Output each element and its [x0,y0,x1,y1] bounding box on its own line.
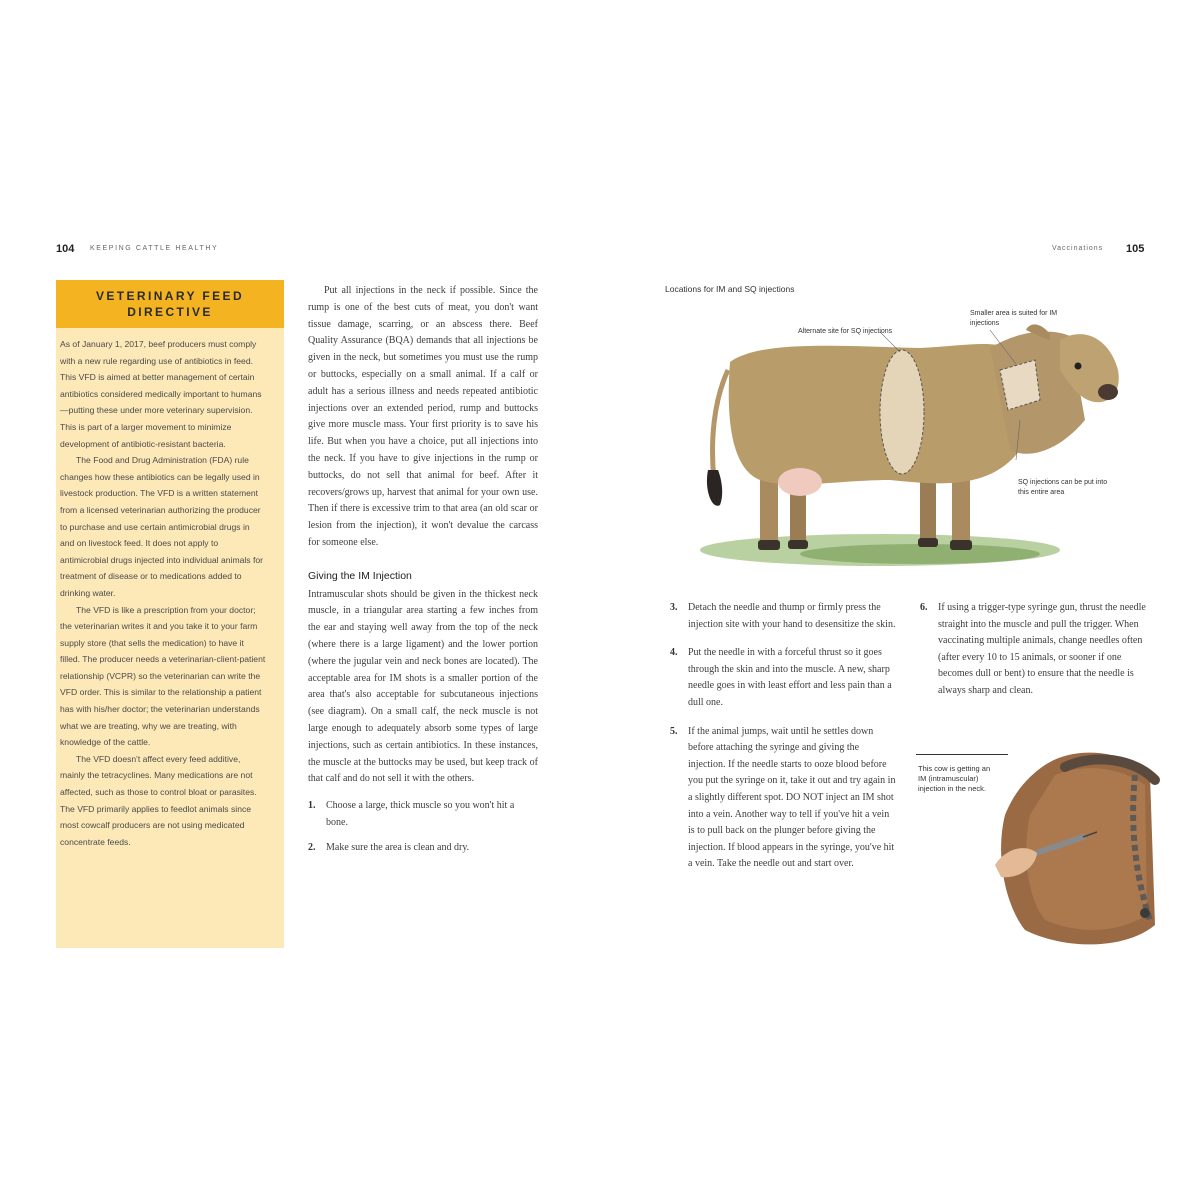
step-item [670,724,898,873]
label-im-area: Smaller area is suited for IM injections [970,310,1058,327]
cow-leg-front [952,472,970,548]
sidebar-paragraph: The Food and Drug Administration (FDA) rule changes how these antibiotics can be legally used in livestock production. The VFD is a written statement from a licensed veterinarian authorizing the producer to purchase and use certain antimicrobial drugs in and on livestock feed. It does not apply to antimicrobial drugs injected into individual animals for treatment of disease or to medications added to drinking water. [60,455,264,598]
step-item [308,840,538,857]
cow-leg-front2 [920,475,936,545]
cow-udder [778,468,822,496]
right-step-list-right [920,600,1150,712]
step-text: If using a trigger-type syringe gun, thrust the needle straight into the muscle and pull the trigger. When vaccinating multiple animals, change needles often (after every 10 to 15 animals, or sooner if one becomes dull or bent) to ensure that the needle is always sharp and clean. [938,602,1146,696]
sidebar-title: VETERINARY FEED DIRECTIVE [95,289,245,319]
right-page-number: 105 [1126,243,1145,255]
cow-muzzle [1098,384,1118,400]
step-item [670,600,898,633]
neck-caption: This cow is getting an IM (intramuscular) injection in the neck. [918,764,991,793]
right-step-list-left [670,600,898,885]
left-running-head: KEEPING CATTLE HEALTHY [90,245,219,252]
left-page-number: 104 [56,243,75,255]
body-paragraph: Put all injections in the neck if possible. Since the rump is one of the best cuts of meat, you don't want tissue damage, scarring, or an abscess there. Beef Quality Assurance (BQA) demands that all injections be given in the neck, but sometimes you must use the rump or buttocks, especially on a small animal. If a calf or adult has a serious illness and needs repeated antibiotic injections over an extended period, rump and buttocks give more muscle mass. Your first priority is to save his life. But when you have a choice, put all injections into the neck. If you have to give injections in the rump or buttocks, do not sell that animal for beef. After it recovers/grows up, harvest that animal for your own use. Then if there is excessive trim to that area (an old scar or lesion from the injection), it won't devalue the carcass for someone else. [308,285,538,548]
neck-injection-illustration [985,745,1160,955]
hoof [950,540,972,550]
sq-alternate-site [880,350,924,474]
step-item [920,600,1150,700]
step-number: 2. [308,841,316,853]
step-list [308,798,538,856]
hoof [788,540,808,549]
step-item [308,798,538,832]
label-alt-site: Alternate site for SQ injections [798,328,893,335]
sidebar-header [56,280,284,328]
step-item [670,645,898,711]
cow-tail [713,370,728,480]
subheading: Giving the IM Injection [308,569,412,582]
grass-shadow [800,544,1040,564]
label-sq-area: SQ injections can be put into this entire area [1018,479,1108,496]
sidebar-paragraph: As of January 1, 2017, beef producers must comply with a new rule regarding use of antibiotics in feed. This VFD is aimed at better management of certain antibiotics considered medically important to humans—putting these under more veterinary supervision. This is part of a larger movement to minimize development of antibiotic-resistant bacteria. [60,339,262,449]
sidebar-paragraph: The VFD doesn't affect every feed additive, mainly the tetracyclines. Many medications are not affected, such as those to control bloat or parasites. The VFD primarily applies to feedlot animals since most cowcalf producers are not using medicated concentrate feeds. [60,753,257,847]
tail-switch [707,470,722,506]
right-running-head: Vaccinations [1052,245,1104,252]
step-number: 3. [670,602,678,613]
step-number: 6. [920,602,928,613]
cow-body [729,344,1020,484]
step-text: Put the needle in with a forceful thrust so it goes through the skin and into the muscle. A new, sharp needle goes in with least effort and less pain than a dull one. [688,647,892,708]
hoof [918,538,938,547]
cow-illustration [690,300,1150,590]
step-number: 4. [670,647,678,659]
step-text: Choose a large, thick muscle so you won't hit a bone. [326,800,515,828]
step-text: Detach the needle and thump or firmly press the injection site with your hand to desensitize the skin. [688,602,896,630]
halter-ring [1140,908,1150,918]
step-text: If the animal jumps, wait until he settles down before attaching the syringe and giving the injection. If the needle starts to ooze blood before you put the syringe on it, take it out and try again in a slightly different spot. DO NOT inject an IM shot into a vein. Another way to tell if you've hit a vein is to pull back on the plunger before giving the injection. If blood appears in the syringe, you've hit a vein. Take the needle out and start over. [688,725,896,870]
figure-title: Locations for IM and SQ injections [665,284,795,294]
cow-eye [1075,363,1082,370]
main-column [308,283,538,865]
im-paragraph: Intramuscular shots should be given in the thickest neck muscle, in a triangular area starting a few inches from the ear and staying well away from the top of the neck (where there is a large ligament) and the lower portion (where the jugular vein and neck bones are located). The acceptable area for IM shots is a smaller portion of the area that's also acceptable for subcutaneous injections (see diagram). On a small calf, the neck muscle is not large enough to adequately absorb some types of large injections, such as certain antibiotics. In these instances, the muscle at the buttocks may be used, but keep track of that calf and do not sell it with the others. [308,588,538,785]
step-text: Make sure the area is clean and dry. [326,841,470,853]
sidebar-body [60,336,266,850]
step-number: 5. [670,725,678,737]
sidebar-paragraph: The VFD is like a prescription from your doctor; the veterinarian writes it and you take it to your farm supply store (that sells the medication) to have it filled. The producer needs a veterinarian-client-patient relationship (VCPR) so the veterinarian can write the VFD order. This is similar to the relationship a patient has with his/her doctor; the veterinarian understands what we are treating, why we are treating, with knowledge of the cattle. [60,604,266,748]
step-number: 1. [308,800,316,812]
hoof [758,540,780,550]
